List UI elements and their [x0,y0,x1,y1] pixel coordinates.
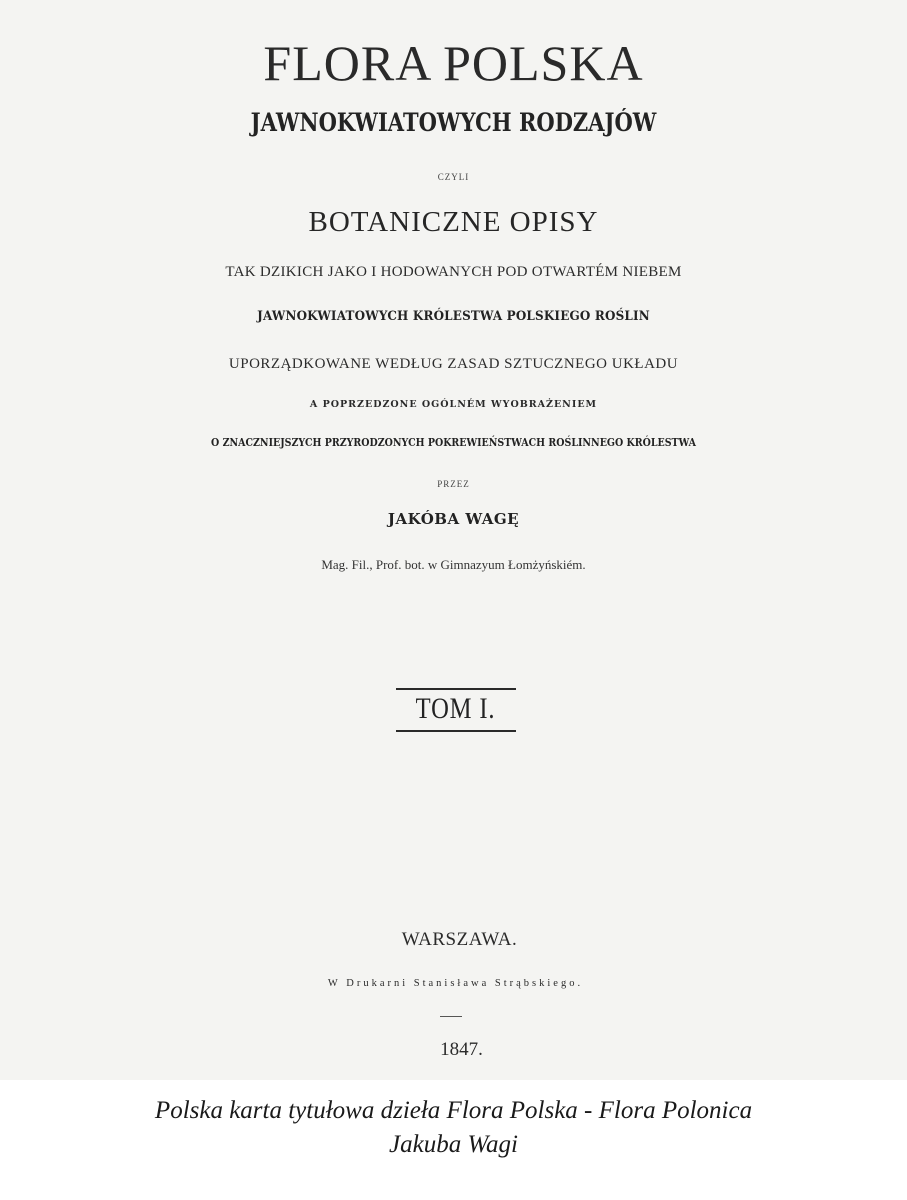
caption-line-2: Jakuba Wagi [389,1131,518,1158]
line-poprzedzone: A POPRZEDZONE OGÓLNÉM WYOBRAŻENIEM [309,399,598,410]
connector-czyli: CZYLI [437,172,470,182]
author-name: JAKÓBA WAGĘ [387,510,520,528]
book-subtitle: JAWNOKWIATOWYCH RODZAJÓW [250,108,657,137]
author-credentials: Mag. Fil., Prof. bot. w Gimnazyum Łomżyńskiém. [321,557,586,572]
book-title: FLORA POLSKA [263,35,644,91]
line-jawnokwiatowych: JAWNOKWIATOWYCH KRÓLESTWA POLSKIEGO ROŚLIN [257,309,650,324]
volume-label: TOM I. [415,692,496,725]
line-tak-dzikich: TAK DZIKICH JAKO I HODOWANYCH POD OTWARTÉM NIEBEM [225,264,682,280]
line-przez: PRZEZ [437,479,470,489]
line-znaczniejszych: O ZNACZNIEJSZYCH PRZYRODZONYCH POKREWIEŃSTWACH ROŚLINNEGO KRÓLESTWA [211,436,696,449]
city: WARSZAWA. [401,929,518,950]
printer: W Drukarni Stanisława Strąbskiego. [327,978,584,989]
publication-year: 1847. [440,1039,483,1060]
heading-botaniczne-opisy: BOTANICZNE OPISY [308,206,599,238]
caption-line-1: Polska karta tytułowa dzieła Flora Polska - Flora Polonica [154,1097,753,1124]
separator-dash [440,1016,462,1017]
image-caption [0,1094,907,1162]
line-uporzadkowane: UPORZĄDKOWANE WEDŁUG ZASAD SZTUCZNEGO UKŁADU [228,356,679,372]
